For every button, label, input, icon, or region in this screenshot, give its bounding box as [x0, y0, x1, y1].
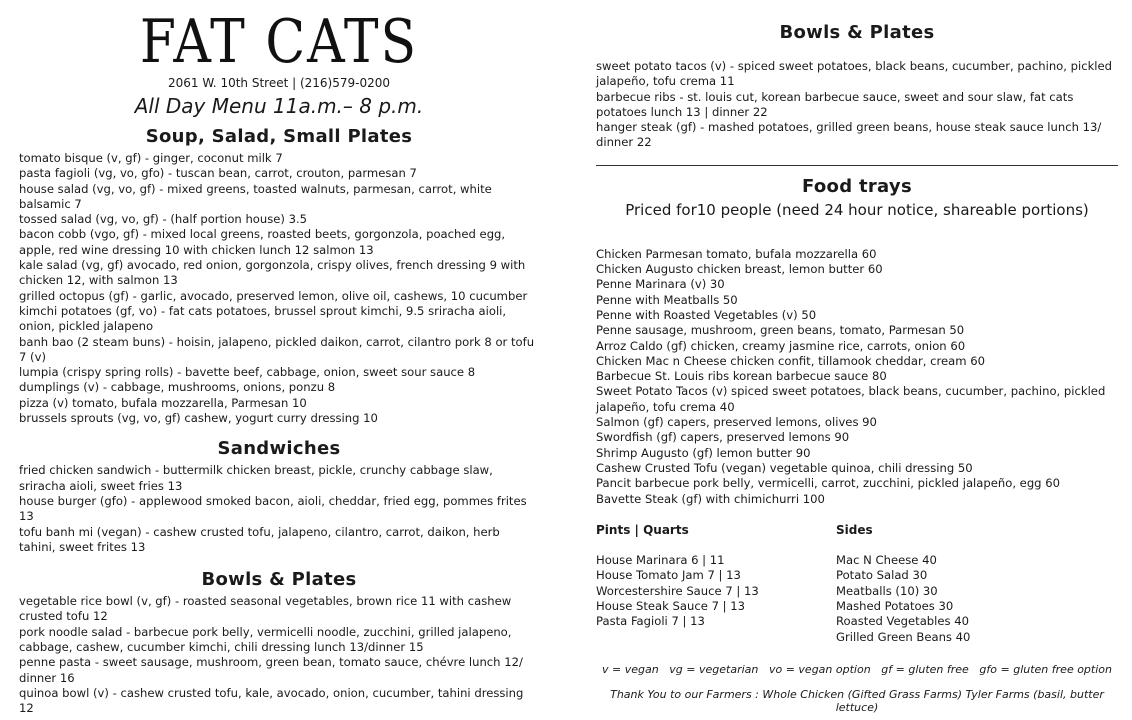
menu-item: quinoa bowl (v) - cashew crusted tofu, kale, avocado, onion, cucumber, tahini dressing 12	[19, 685, 524, 716]
menu-item: penne pasta - sweet sausage, mushroom, green bean, tomato sauce, chévre lunch 12/ dinner 16	[19, 655, 523, 685]
sides-title: Sides	[836, 522, 873, 537]
menu-item: banh bao (2 steam buns) - hoisin, jalapeno, pickled daikon, carrot, cilantro pork 8 or tofu 7 (v)	[19, 334, 535, 364]
menu-item: House Steak Sauce 7 | 13	[596, 599, 745, 614]
menu-item: lumpia (crispy spring rolls) - bavette beef, cabbage, onion, sweet sour sauce 8	[19, 365, 476, 380]
dietary-legend	[596, 663, 1118, 676]
menu-item: Sweet Potato Tacos (v) spiced sweet potatoes, black beans, cucumber, pachino, pickled jalapeño, tofu crema 40	[596, 384, 1106, 414]
menu-item: Mashed Potatoes 30	[836, 599, 954, 614]
menu-item: tofu banh mi (vegan) - cashew crusted tofu, jalapeno, cilantro, carrot, daikon, herb tahini, sweet frites 13	[19, 524, 500, 554]
pints-title: Pints | Quarts	[596, 522, 689, 537]
sides-list	[836, 553, 1076, 645]
menu-item: Arroz Caldo (gf) chicken, creamy jasmine rice, carrots, onion 60	[596, 338, 966, 353]
menu-item: tomato bisque (v, gf) - ginger, coconut milk 7	[19, 151, 283, 165]
menu-item: Barbecue St. Louis ribs korean barbecue sauce 80	[596, 369, 887, 384]
menu-item: vegetable rice bowl (v, gf) - roasted seasonal vegetables, brown rice 11 with cashew crusted tofu 12	[19, 594, 512, 624]
right-column	[596, 22, 1118, 714]
menu-item: Pasta Fagioli 7 | 13	[596, 614, 705, 629]
menu-item: Chicken Parmesan tomato, bufala mozzarella 60	[596, 246, 877, 261]
menu-item: Shrimp Augusto (gf) lemon butter 90	[596, 445, 811, 460]
menu-item: fried chicken sandwich - buttermilk chicken breast, pickle, crunchy cabbage slaw, sriracha aioli, sweet fries 13	[19, 463, 493, 493]
menu-item: Penne sausage, mushroom, green beans, tomato, Parmesan 50	[596, 323, 965, 338]
bowls-section-title: Bowls & Plates	[201, 569, 357, 591]
menu-item: House Marinara 6 | 11	[596, 553, 725, 568]
menu-item: dumplings (v) - cabbage, mushrooms, onions, ponzu 8	[19, 380, 336, 395]
pints-column	[596, 523, 836, 645]
menu-item: pork noodle salad - barbecue pork belly, vermicelli noodle, zucchini, grilled jalapeno, cabbage, cashew, cucumber kimchi, chili dressing lunch 13/dinner 15	[19, 624, 512, 655]
legend-entry: vg = vegetarian	[669, 662, 759, 676]
bowls-list	[19, 594, 539, 716]
sandwich-list	[19, 463, 539, 555]
legend-entry: gfo = gluten free option	[979, 662, 1112, 676]
restaurant-logo: FAT CATS	[139, 8, 419, 77]
menu-item: kimchi potatoes (gf, vo) - fat cats potatoes, brussel sprout kimchi, 9.5 sriracha aioli, onion, pickled jalapeno	[19, 303, 507, 334]
menu-item: barbecue ribs - st. louis cut, korean barbecue sauce, sweet and sour slaw, fat cats potatoes lunch 13 | dinner 22	[596, 89, 1074, 119]
menu-item: house burger (gfo) - applewood smoked bacon, aioli, cheddar, fried egg, pommes frites 13	[19, 493, 527, 524]
section-divider	[596, 165, 1118, 166]
bowls-continued-title: Bowls & Plates	[779, 22, 935, 43]
menu-item: sweet potato tacos (v) - spiced sweet potatoes, black beans, cucumber, pachino, pickled jalapeño, tofu crema 11	[596, 59, 1113, 89]
bowls-continued-list	[596, 59, 1118, 151]
menu-item: house salad (vg, vo, gf) - mixed greens, toasted walnuts, parmesan, carrot, white balsamic 7	[19, 181, 492, 211]
menu-item: Potato Salad 30	[836, 568, 928, 583]
soup-list	[19, 151, 539, 426]
menu-item: Salmon (gf) capers, preserved lemons, olives 90	[596, 415, 877, 430]
food-trays-subtitle: Priced for10 people (need 24 hour notice, shareable portions)	[625, 200, 1089, 219]
menu-item: Penne Marinara (v) 30	[596, 277, 725, 292]
menu-item: tossed salad (vg, vo, gf) - (half portion house) 3.5	[19, 212, 308, 227]
food-trays-list	[596, 247, 1118, 507]
menu-item: Cashew Crusted Tofu (vegan) vegetable quinoa, chili dressing 50	[596, 460, 973, 475]
menu-item: Worcestershire Sauce 7 | 13	[596, 583, 759, 598]
soup-section-title: Soup, Salad, Small Plates	[145, 126, 413, 147]
menu-item: bacon cobb (vgo, gf) - mixed local greens, roasted beets, gorgonzola, poached egg, apple, red wine dressing 10 with chicken lunch 12 salmon 13	[19, 227, 506, 257]
menu-item: Grilled Green Beans 40	[836, 629, 971, 644]
food-trays-title: Food trays	[802, 175, 912, 197]
legend-entry: vo = vegan option	[768, 662, 871, 676]
farmers-thanks: Thank You to our Farmers : Whole Chicken (Gifted Grass Farms) Tyler Farms (basil, butter lettuce)	[610, 687, 1104, 714]
menu-item: grilled octopus (gf) - garlic, avocado, preserved lemon, olive oil, cashews, 10 cucumber	[19, 288, 528, 303]
menu-item: Pancit barbecue pork belly, vermicelli, carrot, zucchini, pickled jalapeño, egg 60	[596, 476, 1060, 491]
address-phone: 2061 W. 10th Street | (216)579-0200	[167, 76, 391, 90]
menu-item: Bavette Steak (gf) with chimichurri 100	[596, 491, 825, 506]
menu-item: brussels sprouts (vg, vo, gf) cashew, yogurt curry dressing 10	[19, 411, 378, 426]
legend-entry: gf = gluten free	[881, 662, 969, 676]
menu-item: kale salad (vg, gf) avocado, red onion, gorgonzola, crispy olives, french dressing 9 with chicken 12, with salmon 13	[19, 258, 526, 288]
menu-item: Swordfish (gf) capers, preserved lemons 90	[596, 430, 850, 445]
pints-list	[596, 553, 836, 629]
menu-item: Chicken Augusto chicken breast, lemon butter 60	[596, 262, 883, 277]
menu-item: pizza (v) tomato, bufala mozzarella, Parmesan 10	[19, 395, 307, 410]
menu-item: Penne with Roasted Vegetables (v) 50	[596, 307, 817, 322]
left-column	[19, 8, 539, 717]
menu-item: Chicken Mac n Cheese chicken confit, tillamook cheddar, cream 60	[596, 353, 985, 368]
sides-column	[836, 523, 1076, 645]
menu-item: Penne with Meatballs 50	[596, 292, 738, 307]
legend-entry: v = vegan	[602, 662, 659, 676]
menu-item: pasta fagioli (vg, vo, gfo) - tuscan bean, carrot, crouton, parmesan 7	[19, 166, 417, 181]
sandwiches-section-title: Sandwiches	[217, 438, 341, 460]
pints-sides-block	[596, 523, 1118, 645]
menu-item: Roasted Vegetables 40	[836, 614, 969, 629]
menu-item: Meatballs (10) 30	[836, 583, 938, 598]
menu-hours: All Day Menu 11a.m.– 8 p.m.	[134, 94, 424, 118]
menu-item: House Tomato Jam 7 | 13	[596, 568, 741, 583]
menu-item: Mac N Cheese 40	[836, 553, 937, 568]
menu-item: hanger steak (gf) - mashed potatoes, grilled green beans, house steak sauce lunch 13/ dinner 22	[596, 120, 1102, 150]
